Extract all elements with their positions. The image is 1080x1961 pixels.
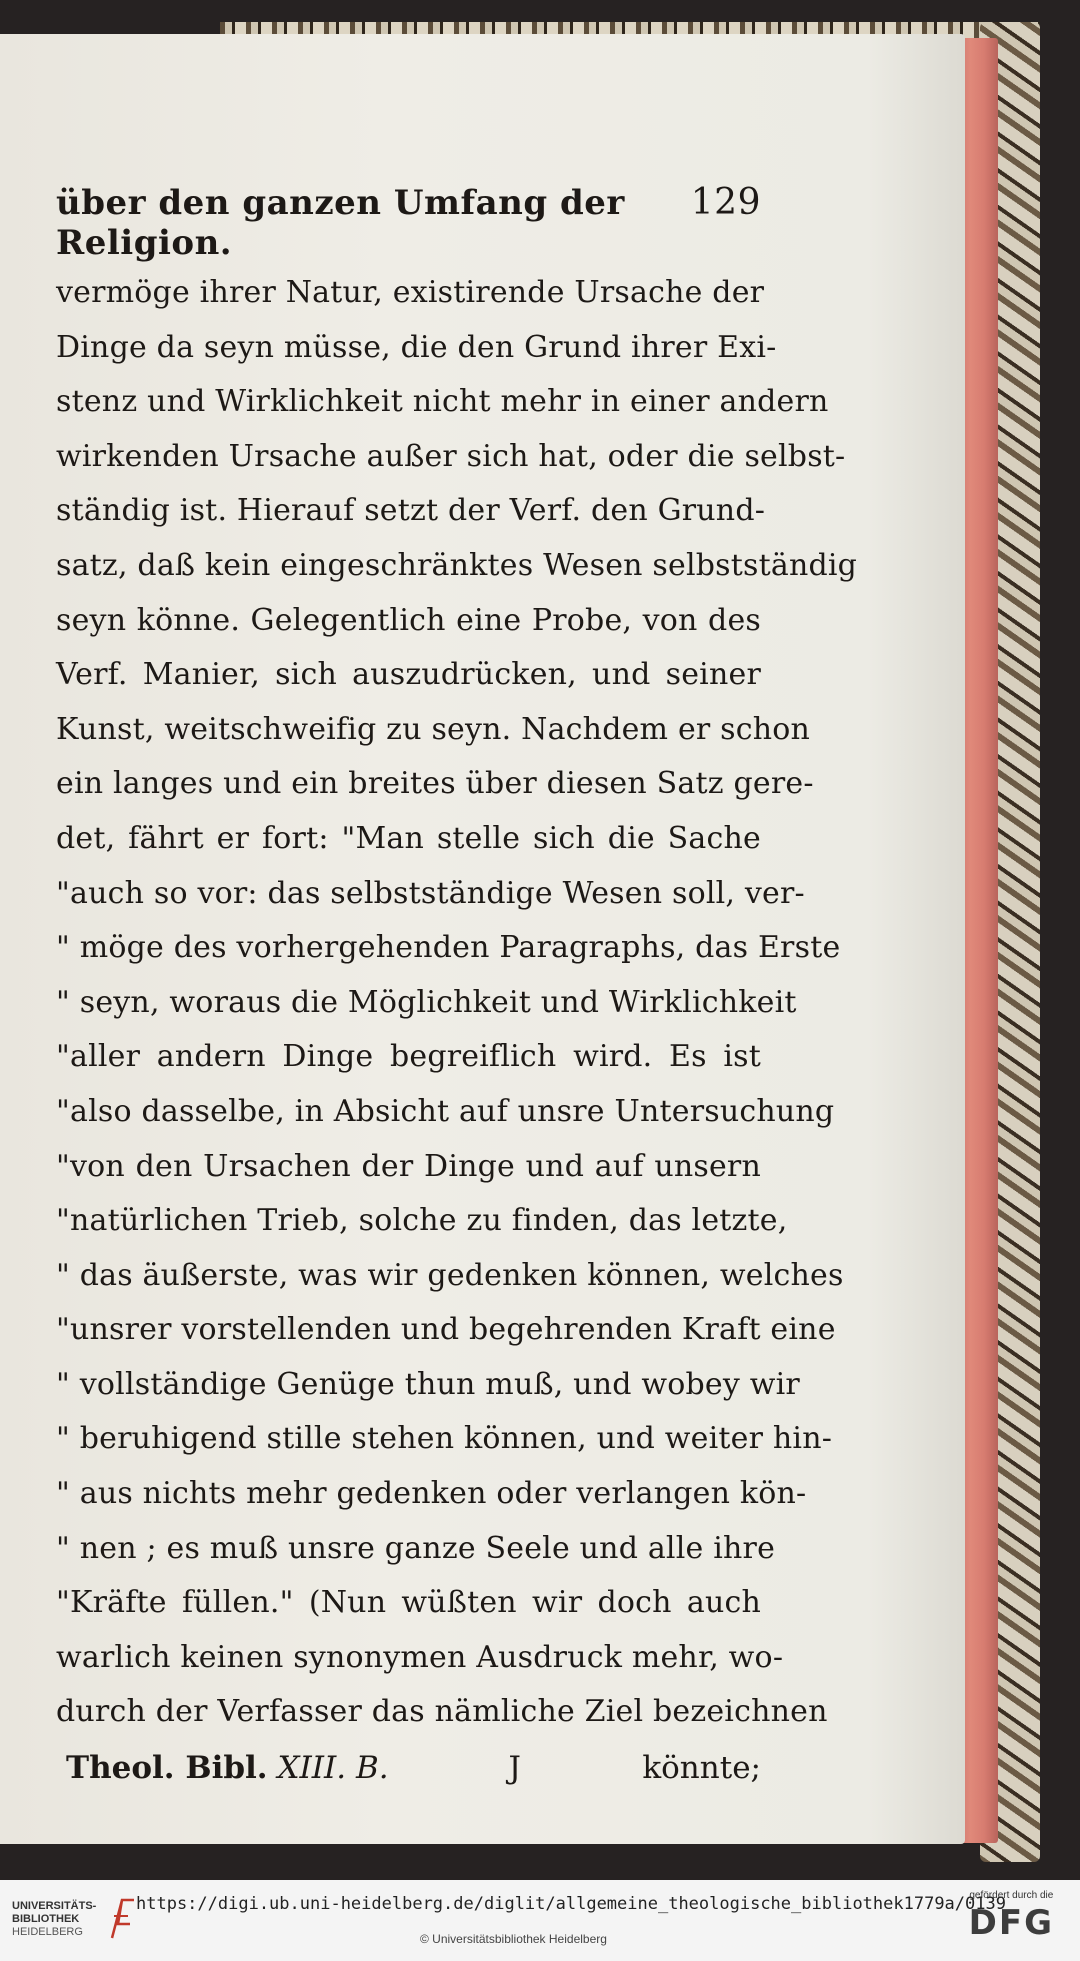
- text-line: " das äußerste, was wir gedenken können, welches: [56, 1257, 844, 1293]
- text-line: wirkenden Ursache außer sich hat, oder die selbst-: [56, 438, 846, 474]
- text-line: " nen ; es muß unsre ganze Seele und alle ihre: [56, 1530, 776, 1566]
- text-line: " aus nichts mehr gedenken oder verlangen kön-: [56, 1476, 807, 1512]
- text-line: "aller andern Dinge begreiflich wird. Es ist: [56, 1039, 761, 1075]
- text-line: ständig ist. Hierauf setzt der Verf. den Grund-: [56, 493, 766, 529]
- text-line: "unsrer vorstellenden und begehrenden Kraft eine: [56, 1312, 836, 1348]
- text-line: Dinge da seyn müsse, die den Grund ihrer Exi-: [56, 329, 777, 365]
- text-line: "von den Ursachen der Dinge und auf unsern: [56, 1148, 761, 1184]
- text-line: seyn könne. Gelegentlich eine Probe, von des: [56, 602, 761, 638]
- signature-volume: XIII. B.: [277, 1750, 389, 1787]
- text-line: " möge des vorhergehenden Paragraphs, das Erste: [56, 930, 841, 966]
- copyright-text: © Universitätsbibliothek Heidelberg: [420, 1932, 607, 1946]
- text-line: " beruhigend stille stehen können, und weiter hin-: [56, 1421, 833, 1457]
- text-line: "auch so vor: das selbstständige Wesen soll, ver-: [56, 875, 805, 911]
- text-line: stenz und Wirklichkeit nicht mehr in einer andern: [56, 384, 829, 420]
- text-line: ein langes und ein breites über diesen Satz gere-: [56, 766, 814, 802]
- page-footer: [56, 1740, 761, 1796]
- catchword: könnte;: [642, 1750, 761, 1787]
- running-header: [56, 182, 761, 263]
- institution-line-3: HEIDELBERG: [12, 1926, 83, 1938]
- text-line: warlich keinen synonymen Ausdruck mehr, wo-: [56, 1639, 784, 1675]
- institution-line-2: BIBLIOTHEK: [12, 1913, 80, 1925]
- page-text-block: [56, 182, 858, 1796]
- text-line: " vollständige Genüge thun muß, und wobey wir: [56, 1366, 800, 1402]
- permalink-url[interactable]: https://digi.ub.uni-heidelberg.de/diglit/allgemeine_theologische_bibliothek1779a/0139: [136, 1894, 1006, 1914]
- credits-bar: [0, 1880, 1080, 1961]
- running-head-title: über den ganzen Umfang der Religion.: [56, 183, 625, 263]
- text-line: "also dasselbe, in Absicht auf unsre Untersuchung: [56, 1093, 835, 1129]
- funder-note: gefördert durch die: [969, 1890, 1054, 1901]
- funder-name: DFG: [968, 1903, 1054, 1943]
- institution-line-1: UNIVERSITÄTS-: [12, 1900, 97, 1912]
- signature-mark: J: [508, 1750, 521, 1787]
- university-logo-text: [12, 1900, 112, 1939]
- text-line: Kunst, weitschweifig zu seyn. Nachdem er schon: [56, 711, 811, 747]
- page-number: 129: [690, 182, 761, 223]
- text-line: vermöge ihrer Natur, existirende Ursache der: [56, 275, 765, 310]
- body-text: [56, 266, 858, 1740]
- text-line: "Kräfte füllen." (Nun wüßten wir doch auch: [56, 1585, 761, 1621]
- library-logo-icon: [108, 1894, 138, 1942]
- signature-title: Theol. Bibl.: [66, 1750, 268, 1787]
- text-line: Verf. Manier, sich auszudrücken, und seiner: [56, 657, 761, 693]
- text-line: " seyn, woraus die Möglichkeit und Wirklichkeit: [56, 984, 797, 1020]
- text-line: "natürlichen Trieb, solche zu finden, das letzte,: [56, 1203, 788, 1239]
- text-line: det, fährt er fort: "Man stelle sich die Sache: [56, 820, 761, 856]
- dfg-logo: [969, 1890, 1054, 1943]
- text-line: satz, daß kein eingeschränktes Wesen selbstständig: [56, 547, 858, 583]
- text-line: durch der Verfasser das nämliche Ziel bezeichnen: [56, 1694, 828, 1730]
